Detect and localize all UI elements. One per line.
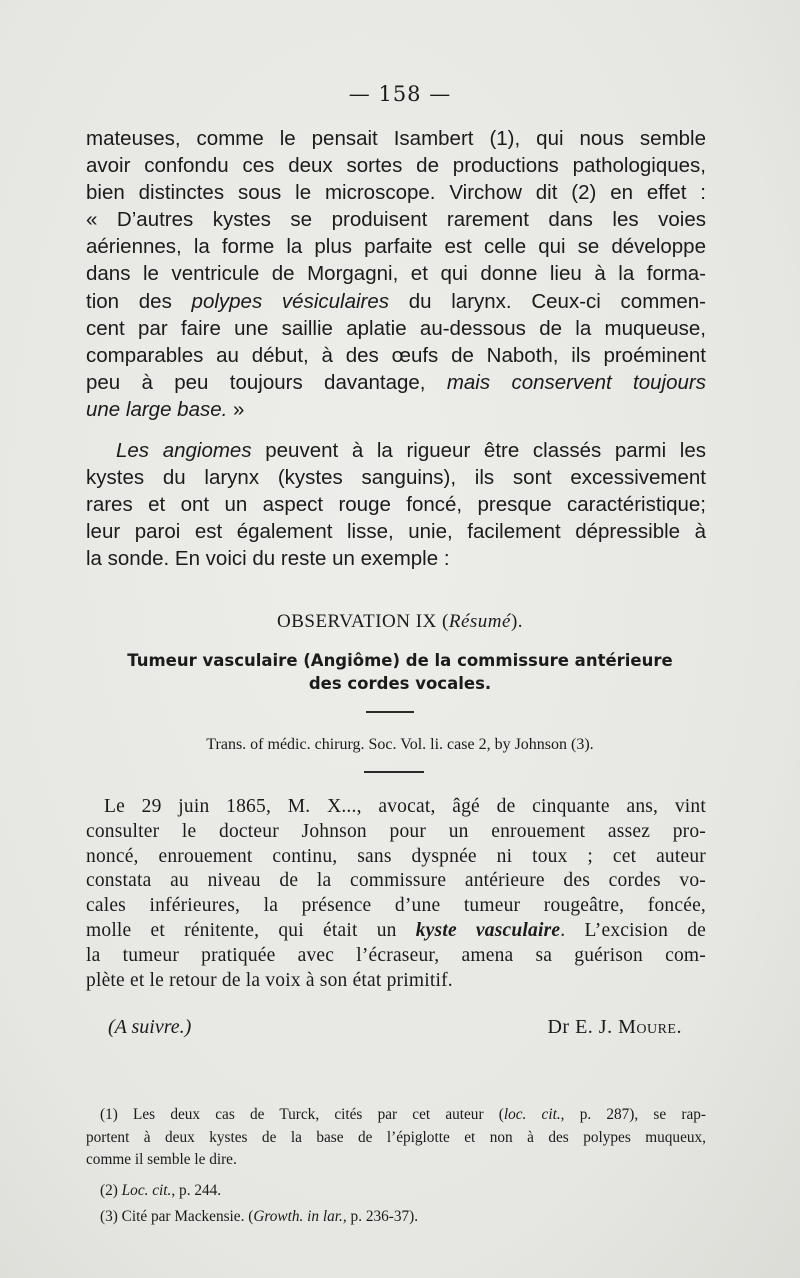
text-line: mateuses, comme le pensait Isambert (1), qui nous semble — [86, 127, 706, 150]
angiomes-paragraph — [86, 437, 706, 572]
text-line: cent par faire une saillie aplatie au-dessous de la muqueuse, — [86, 316, 706, 340]
text-line: dans le ventricule de Morgagni, et qui donne lieu à la forma- — [86, 262, 706, 286]
footnote-1-line: portent à deux kystes de la base de l’épiglotte et non à des polypes muqueux, — [86, 1128, 706, 1146]
divider-rule — [366, 711, 414, 713]
text-run: , p. 236-37). — [342, 1208, 419, 1226]
text-run: (3) Cité par Mackensie. ( — [100, 1208, 254, 1226]
page-number: — 158 — — [348, 82, 452, 106]
text-line: noncé, enrouement continu, sans dyspnée ni toux ; cet auteur — [86, 845, 706, 867]
title-text: ). — [510, 611, 524, 632]
text-line — [86, 288, 706, 315]
observation-source: Trans. of médic. chirurg. Soc. Vol. li. case 2, by Johnson (3). — [206, 736, 594, 753]
text-run: , p. 287), se rap- — [560, 1106, 706, 1123]
a-suivre: (A suivre.) — [108, 1016, 192, 1038]
observation-body — [86, 795, 706, 993]
text-line — [86, 437, 706, 464]
text-line: leur paroi est également lisse, unie, facilement dépressible à — [86, 520, 706, 544]
text-line — [86, 919, 706, 944]
footnotes — [86, 1104, 706, 1229]
author-signature — [547, 1016, 682, 1039]
text-line: la tumeur pratiquée avec l’écraseur, amena sa guérison com- — [86, 944, 706, 966]
footnote-2 — [86, 1180, 706, 1203]
divider-rule — [364, 771, 424, 773]
text-line: consulter le docteur Johnson pour un enrouement assez pro- — [86, 820, 706, 842]
text-line: cales inférieures, la présence d’une tumeur rougeâtre, foncée, — [86, 895, 706, 917]
italic-term: polypes vésiculaires — [191, 289, 390, 313]
italic-ref: Growth. in lar. — [253, 1208, 343, 1226]
text-run: molle et rénitente, qui était un — [86, 919, 397, 941]
text-run: peu à peu toujours davantage, — [86, 370, 426, 394]
signature-suffix: . — [676, 1016, 682, 1038]
text-line: avoir confondu ces deux sortes de productions pathologiques, — [86, 154, 706, 178]
italic-term: kyste vasculaire — [415, 919, 561, 941]
footnote-1-line: comme il semble le dire. — [86, 1151, 237, 1169]
text-line: comparables au début, à des œufs de Naboth, ils proéminent — [86, 343, 706, 367]
observation-subtitle — [0, 649, 800, 695]
text-line: bien distinctes sous le microscope. Virchow dit (2) en effet : — [86, 181, 706, 205]
title-text: ( — [436, 611, 449, 632]
italic-ref: Loc. cit. — [121, 1181, 172, 1199]
text-line: plète et le retour de la voix à son état primitif. — [86, 969, 453, 991]
text-run: , p. 244. — [171, 1181, 222, 1199]
title-italic: Résumé — [448, 611, 511, 632]
text-line: kystes du larynx (kystes sanguins), ils sont excessivement — [86, 466, 706, 490]
subtitle-line: des cordes vocales. — [308, 674, 492, 693]
text-line — [86, 369, 706, 396]
text-run: (2) — [100, 1181, 122, 1199]
text-run: peuvent à la rigueur être classés parmi les — [251, 439, 706, 462]
signature-name: Moure — [618, 1016, 677, 1038]
text-line — [86, 396, 706, 423]
text-line: aériennes, la forme la plus parfaite est celle qui se développe — [86, 235, 706, 259]
signature-prefix: Dr E. J. — [547, 1016, 619, 1038]
title-text: OBSERVATION IX — [276, 611, 437, 632]
text-line: « D’autres kystes se produisent rarement dans les voies — [86, 208, 706, 232]
text-line: la sonde. En voici du reste un exemple : — [86, 547, 450, 571]
observation-title — [0, 611, 800, 633]
text-line: constata au niveau de la commissure antérieure des cordes vo- — [86, 870, 706, 892]
subtitle-line: Tumeur vasculaire (Angiôme) de la commissure antérieure — [127, 651, 673, 670]
text-run: . L’excision de — [560, 919, 707, 941]
italic-quote: mais conservent toujours — [446, 370, 706, 394]
footnote-1 — [86, 1104, 706, 1127]
text-run: » — [227, 397, 245, 421]
text-run: (1) Les deux cas de Turck, cités par cet auteur ( — [100, 1106, 504, 1123]
text-line: Le 29 juin 1865, M. X..., avocat, âgé de cinquante ans, vint — [104, 796, 706, 817]
text-run: tion des — [86, 289, 172, 313]
italic-quote: une large base. — [86, 397, 228, 421]
footnote-3 — [86, 1206, 706, 1229]
italic-ref: loc. cit. — [503, 1106, 561, 1123]
intro-paragraph — [86, 125, 706, 423]
text-line: rares et ont un aspect rouge foncé, presque caractéristique; — [86, 493, 706, 517]
italic-term: Les angiomes — [116, 439, 252, 462]
text-run: du larynx. Ceux-ci commen- — [408, 289, 706, 313]
